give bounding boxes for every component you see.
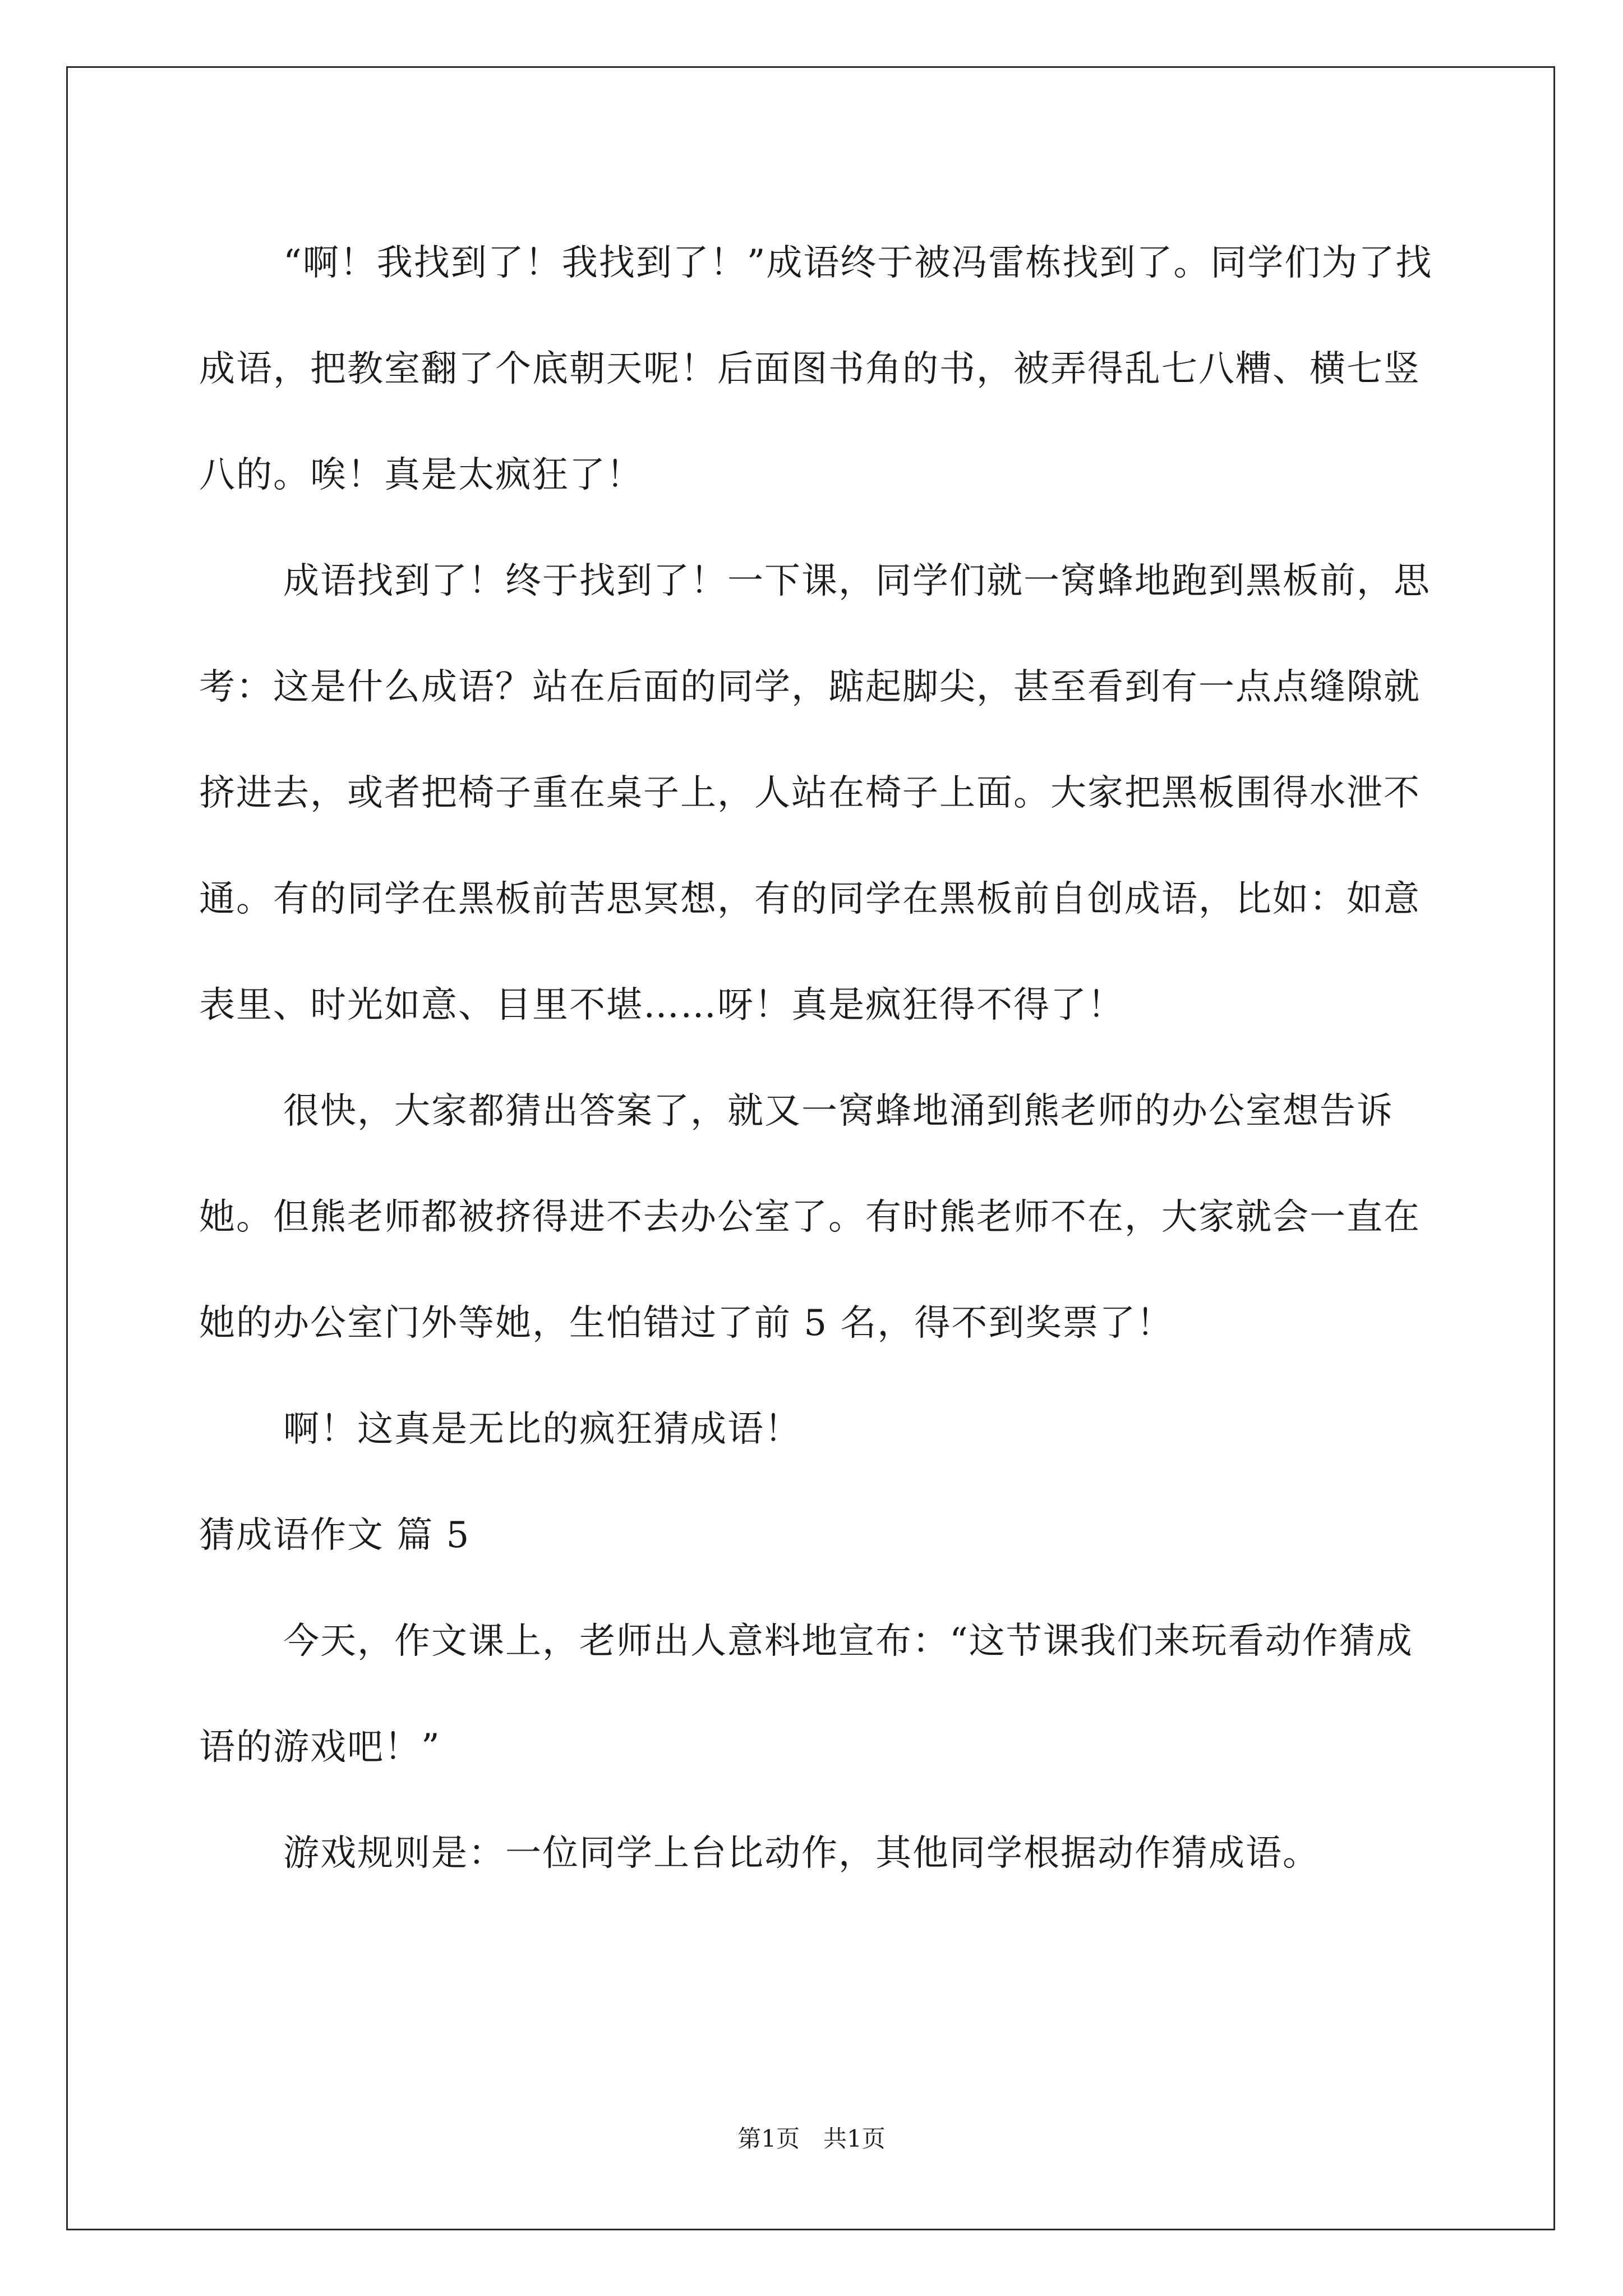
paragraph-2: 成语找到了！终于找到了！一下课，同学们就一窝蜂地跑到黑板前，思考：这是什么成语？站在后面的同学，踮起脚尖，甚至看到有一点点缝隙就挤进去，或者把椅子重在桌子上，人站在椅子上面。大家把黑板围得水泄不通。有的同学在黑板前苦思冥想，有的同学在黑板前自创成语，比如：如意表里、时光如意、目里不堪……呀！真是疯狂得不得了！ [199,560,1431,1026]
page-footer: 第1页 共1页 [737,2125,886,2152]
paragraph-3: 很快，大家都猜出答案了，就又一窝蜂地涌到熊老师的办公室想告诉她。但熊老师都被挤得进不去办公室了。有时熊老师不在，大家就会一直在她的办公室门外等她，生怕错过了前 5 名，得不到奖票了！ [199,1091,1421,1344]
paragraph-4: 啊！这真是无比的疯狂猜成语！ [283,1409,801,1450]
document-body [199,210,1433,1907]
paragraph-1: “啊！我找到了！我找到了！”成语终于被冯雷栋找到了。同学们为了找成语，把教室翻了个底朝天呢！后面图书角的书，被弄得乱七八糟、横七竖八的。唉！真是太疯狂了！ [199,242,1433,496]
paragraph-5: 今天，作文课上，老师出人意料地宣布：“这节课我们来玩看动作猜成语的游戏吧！” [199,1621,1413,1768]
paragraph-6: 游戏规则是：一位同学上台比动作，其他同学根据动作猜成语。 [283,1833,1320,1874]
section-heading: 猜成语作文 篇 5 [199,1515,471,1556]
